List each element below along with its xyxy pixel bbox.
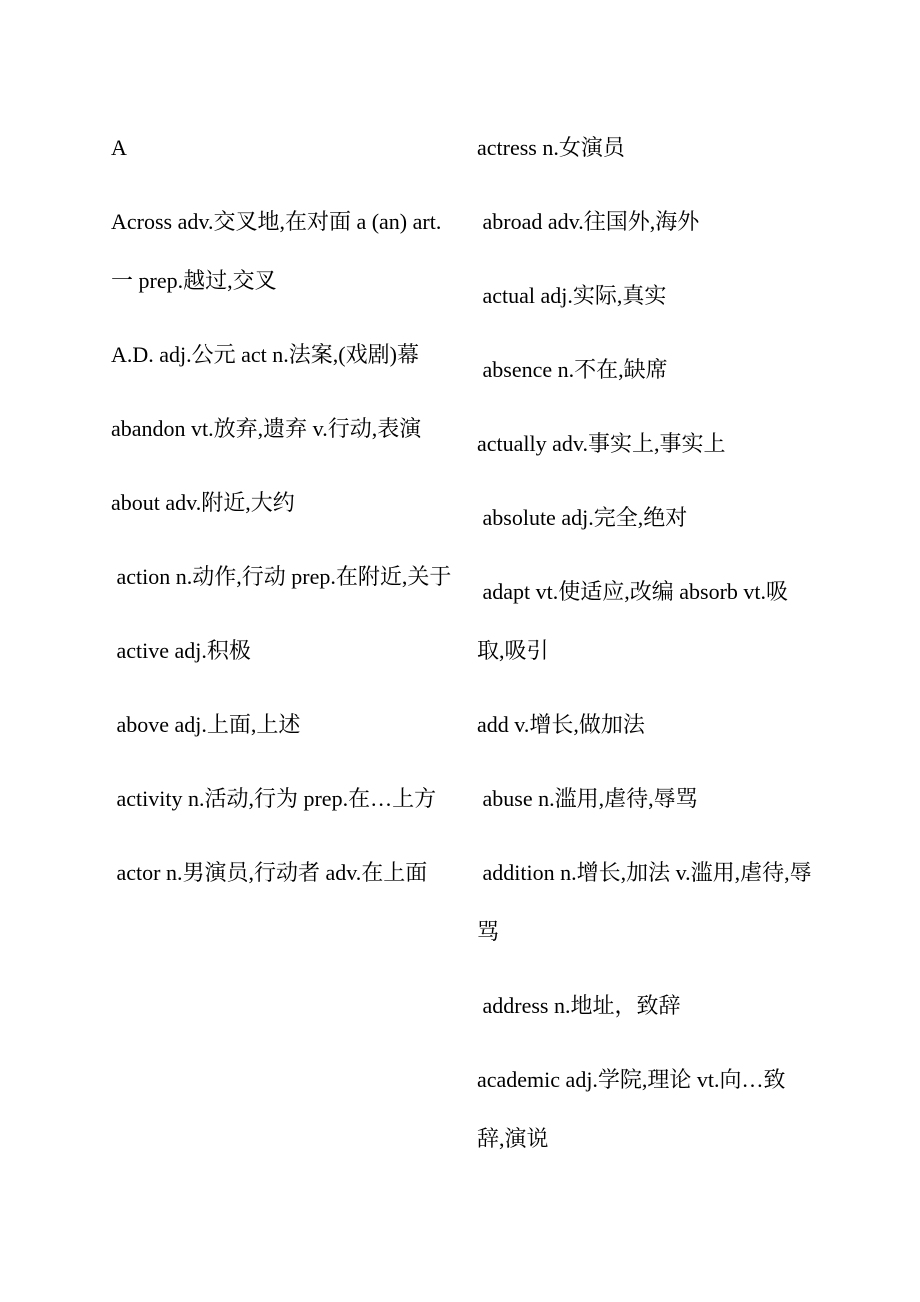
vocab-entry: A — [111, 135, 127, 160]
vocab-entry: adapt vt.使适应,改编 absorb vt.吸取,吸引 — [477, 579, 789, 663]
vocab-entry: active adj.积极 — [111, 638, 251, 663]
vocab-entry: address n.地址，致辞 — [477, 993, 681, 1018]
vocab-entry: abandon vt.放弃,遗弃 v.行动,表演 — [111, 416, 422, 441]
vocab-entry: absolute adj.完全,绝对 — [477, 505, 688, 530]
vocab-entry: add v.增长,做加法 — [477, 712, 645, 737]
vocab-entry: actor n.男演员,行动者 adv.在上面 — [111, 860, 428, 885]
left-column — [111, 118, 456, 917]
vocab-entry: abroad adv.往国外,海外 — [477, 209, 700, 234]
vocab-entry: academic adj.学院,理论 vt.向…致辞,演说 — [477, 1067, 786, 1151]
vocab-entry: abuse n.滥用,虐待,辱骂 — [477, 786, 698, 811]
vocab-entry: actual adj.实际,真实 — [477, 283, 667, 308]
vocab-entry: addition n.增长,加法 v.滥用,虐待,辱骂 — [477, 860, 812, 944]
vocab-entry: activity n.活动,行为 prep.在…上方 — [111, 786, 437, 811]
vocab-entry: actress n.女演员 — [477, 135, 625, 160]
vocab-entry: Across adv.交叉地,在对面 a (an) art.一 prep.越过,交叉 — [111, 209, 442, 293]
vocab-entry: above adj.上面,上述 — [111, 712, 301, 737]
vocab-entry: actually adv.事实上,事实上 — [477, 431, 726, 456]
vocab-entry: absence n.不在,缺席 — [477, 357, 668, 382]
vocab-entry: about adv.附近,大约 — [111, 490, 295, 515]
right-column — [477, 118, 812, 1183]
vocab-entry: A.D. adj.公元 act n.法案,(戏剧)幕 — [111, 342, 419, 367]
vocab-entry: action n.动作,行动 prep.在附近,关于 — [111, 564, 452, 589]
